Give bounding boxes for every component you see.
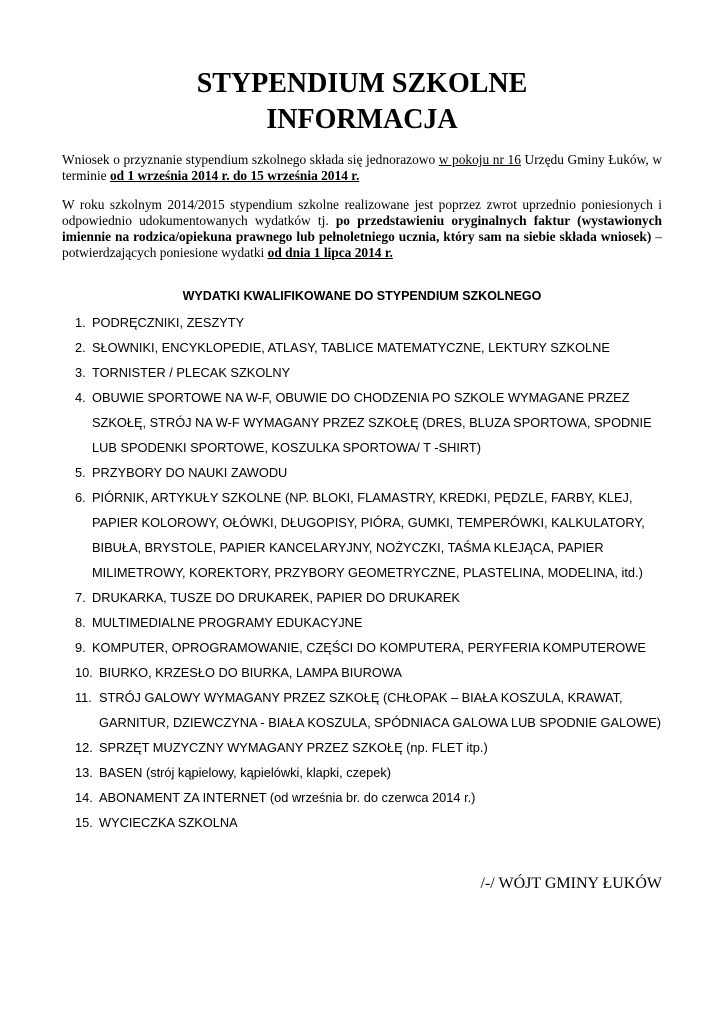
expenses-list (75, 310, 675, 835)
list-item (75, 460, 675, 485)
section-heading: WYDATKI KWALIFIKOWANE DO STYPENDIUM SZKOLNEGO (182, 289, 542, 303)
list-item-text: SŁOWNIKI, ENCYKLOPEDIE, ATLASY, TABLICE MATEMATYCZNE, LEKTURY SZKOLNE (92, 340, 610, 355)
list-item (75, 785, 675, 810)
list-item-text: BASEN (strój kąpielowy, kąpielówki, klapki, czepek) (99, 765, 392, 780)
list-item-number: 15. (75, 815, 93, 830)
reimbursement-paragraph (62, 197, 662, 261)
list-item-number: 2. (75, 340, 86, 355)
reimbursement-text-1: W roku szkolnym 2014/2015 stypendium szkolne realizowane jest poprzez zwrot uprzednio poniesionych i odpowiednio udokumentowanych wydatków tj. (62, 197, 662, 228)
list-item-text: BIURKO, KRZESŁO DO BIURKA, LAMPA BIUROWA (99, 665, 402, 680)
list-item-number: 5. (75, 465, 86, 480)
list-item-number: 14. (75, 790, 93, 805)
list-item (75, 610, 675, 635)
list-item-text: MULTIMEDIALNE PROGRAMY EDUKACYJNE (92, 615, 363, 630)
list-item-number: 3. (75, 365, 86, 380)
list-item (75, 810, 675, 835)
list-item (75, 660, 675, 685)
list-item-number: 13. (75, 765, 93, 780)
list-item-number: 8. (75, 615, 86, 630)
reimbursement-text-2: – potwierdzających poniesione wydatki (62, 229, 663, 260)
list-item (75, 760, 675, 785)
list-item-number: 7. (75, 590, 86, 605)
list-item-number: 6. (75, 490, 86, 505)
list-item (75, 585, 675, 610)
list-item (75, 360, 675, 385)
list-item-text: ABONAMENT ZA INTERNET (od września br. do czerwca 2014 r.) (99, 790, 476, 805)
list-item-text: OBUWIE SPORTOWE NA W-F, OBUWIE DO CHODZENIA PO SZKOLE WYMAGANE PRZEZ SZKOŁĘ, STRÓJ NA W-F WYMAGANY PRZEZ SZKOŁĘ (DRES, BLUZA SPORTOWA, SPODNIE LUB SPODENKI SPORTOWE, KOSZULKA SPORTOWA/ T -SHIRT) (92, 390, 652, 455)
signature: /-/ WÓJT GMINY ŁUKÓW (480, 875, 662, 892)
list-item-number: 11. (75, 690, 92, 705)
list-item (75, 735, 675, 760)
list-item-text: TORNISTER / PLECAK SZKOLNY (92, 365, 291, 380)
list-item-number: 1. (75, 315, 86, 330)
document-title-line2: INFORMACJA (266, 104, 458, 135)
submission-room: w pokoju nr 16 (438, 152, 521, 167)
reimbursement-invoices: po przedstawieniu oryginalnych faktur (wystawionych imiennie na rodzica/opiekuna prawnego lub pełnoletniego ucznia, który sam na siebie składa wniosek) (62, 213, 662, 244)
list-item-text: PODRĘCZNIKI, ZESZYTY (92, 315, 245, 330)
list-item-text: PIÓRNIK, ARTYKUŁY SZKOLNE (NP. BLOKI, FLAMASTRY, KREDKI, PĘDZLE, FARBY, KLEJ, PAPIER KOLOROWY, OŁÓWKI, DŁUGOPISY, PIÓRA, GUMKI, TEMPERÓWKI, KALKULATORY, BIBUŁA, BRYSTOLE, PAPIER KANCELARYJNY, NOŻYCZKI, TAŚMA KLEJĄCA, PAPIER MILIMETROWY, KOREKTORY, PRZYBORY GEOMETRYCZNE, PLASTELINA, MODELINA, itd.) (92, 490, 645, 580)
submission-paragraph (62, 152, 662, 184)
list-item-text: DRUKARKA, TUSZE DO DRUKAREK, PAPIER DO DRUKAREK (92, 590, 460, 605)
list-item-number: 4. (75, 390, 86, 405)
list-item-text: PRZYBORY DO NAUKI ZAWODU (92, 465, 288, 480)
list-item-number: 12. (75, 740, 93, 755)
list-item-text: WYCIECZKA SZKOLNA (99, 815, 238, 830)
list-item (75, 385, 675, 460)
list-item-number: 10. (75, 665, 93, 680)
submission-text-2: Urzędu Gminy Łuków, w terminie (62, 152, 662, 183)
list-item (75, 635, 675, 660)
list-item-text: KOMPUTER, OPROGRAMOWANIE, CZĘŚCI DO KOMPUTERA, PERYFERIA KOMPUTEROWE (92, 640, 646, 655)
document-title-line1: STYPENDIUM SZKOLNE (196, 68, 528, 99)
list-item (75, 685, 675, 735)
submission-dates: od 1 września 2014 r. do 15 września 2014 r. (109, 168, 360, 183)
list-item (75, 485, 675, 585)
list-item-text: STRÓJ GALOWY WYMAGANY PRZEZ SZKOŁĘ (CHŁOPAK – BIAŁA KOSZULA, KRAWAT, GARNITUR, DZIEWCZYNA - BIAŁA KOSZULA, SPÓDNIACA GALOWA LUB SPODNIE GALOWE) (99, 690, 661, 730)
list-item-text: SPRZĘT MUZYCZNY WYMAGANY PRZEZ SZKOŁĘ (np. FLET itp.) (99, 740, 488, 755)
list-item-number: 9. (75, 640, 86, 655)
submission-text-1: Wniosek o przyznanie stypendium szkolnego składa się jednorazowo (62, 152, 439, 167)
list-item (75, 310, 675, 335)
list-item (75, 335, 675, 360)
reimbursement-since-date: od dnia 1 lipca 2014 r. (267, 245, 393, 260)
